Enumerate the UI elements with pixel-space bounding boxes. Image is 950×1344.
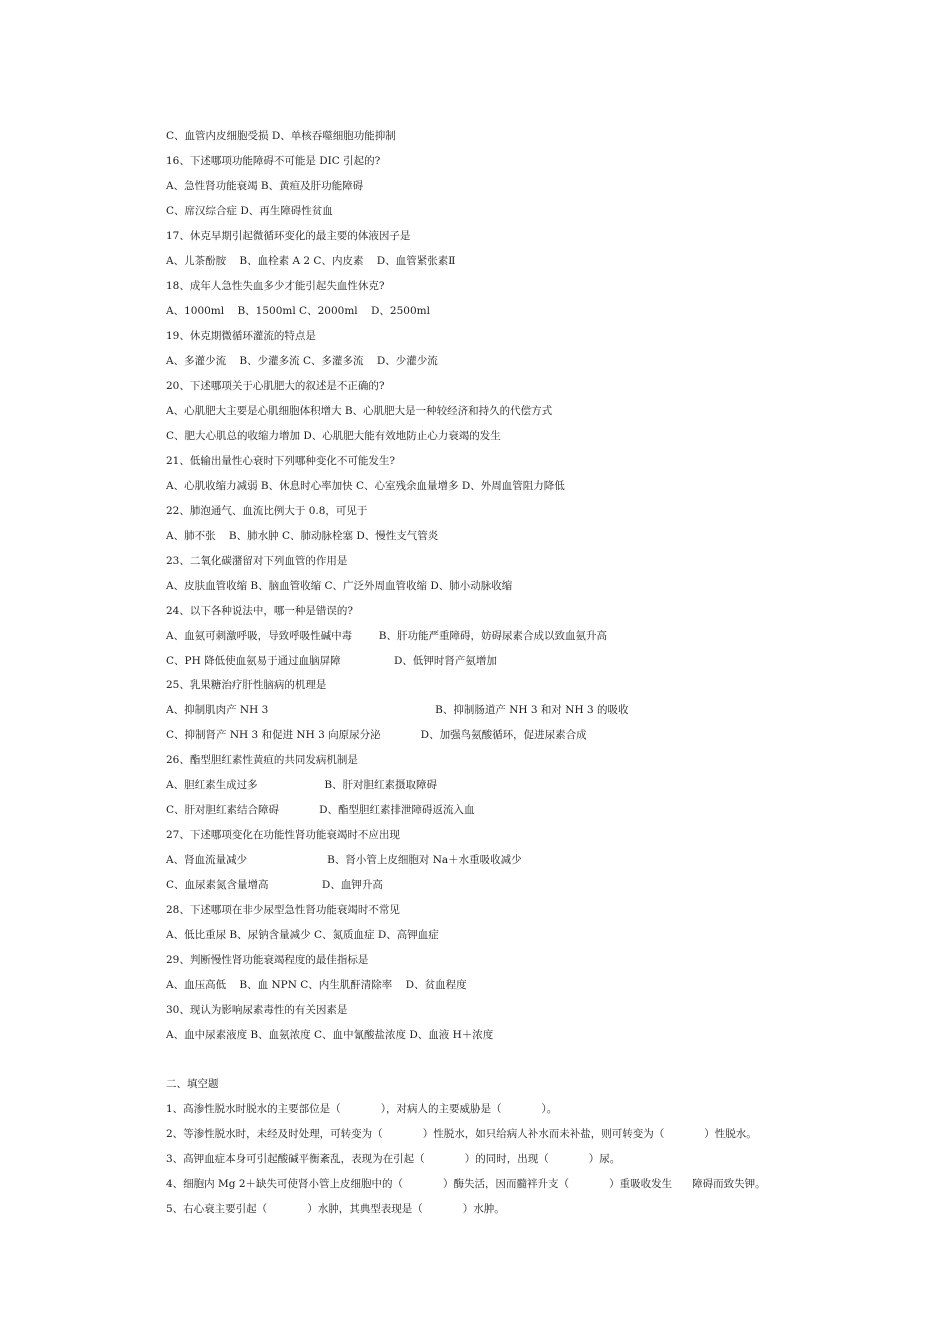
text-line: A、血氨可刺激呼吸，导致呼吸性碱中毒 B、肝功能严重障碍，妨碍尿素合成以致血氨升高: [166, 630, 607, 642]
fill-blank-4: 4、细胞内 Mg 2＋缺失可使肾小管上皮细胞中的（ ）酶失活，因而髓袢升支（ ）重吸收发生 障碍而致失钾。: [166, 1178, 766, 1190]
text-line: C、血尿素氮含量增高 D、血钾升高: [166, 879, 383, 891]
question-20: 20、下述哪项关于心肌肥大的叙述是不正确的?: [166, 380, 385, 392]
question-29: 29、判断慢性肾功能衰竭程度的最佳指标是: [166, 954, 369, 966]
text-line: A、急性肾功能衰竭 B、黄疸及肝功能障碍: [166, 180, 364, 192]
question-17: 17、休克早期引起微循环变化的最主要的体液因子是: [166, 230, 411, 242]
question-25: 25、乳果糖治疗肝性脑病的机理是: [166, 679, 327, 691]
fill-blank-3: 3、高钾血症本身可引起酸碱平衡紊乱，表现为在引起（ ）的同时，出现（ ）尿。: [166, 1153, 621, 1165]
question-23: 23、二氧化碳潴留对下列血管的作用是: [166, 555, 348, 567]
text-line: C、肝对胆红素结合障碍 D、酯型胆红素排泄障碍返流入血: [166, 804, 475, 816]
text-line: A、肺不张 B、肺水肿 C、肺动脉栓塞 D、慢性支气管炎: [166, 530, 439, 542]
text-line: A、血中尿素液度 B、血氨浓度 C、血中氰酸盐浓度 D、血液 H＋浓度: [166, 1029, 494, 1041]
question-19: 19、休克期微循环灌流的特点是: [166, 330, 316, 342]
text-line: A、心肌肥大主要是心肌细胞体积增大 B、心肌肥大是一种较经济和持久的代偿方式: [166, 405, 553, 417]
question-18: 18、成年人急性失血多少才能引起失血性休克?: [166, 280, 385, 292]
question-24: 24、以下各种说法中，哪一种是错误的?: [166, 605, 353, 617]
text-line: A、多灌少流 B、少灌多流 C、多灌多流 D、少灌少流: [166, 355, 438, 367]
question-26: 26、酯型胆红素性黄疸的共同发病机制是: [166, 754, 358, 766]
question-27: 27、下述哪项变化在功能性肾功能衰竭时不应出现: [166, 829, 400, 841]
text-line: C、抑制肾产 NH 3 和促进 NH 3 向原尿分泌 D、加强鸟氨酸循环，促进尿素合成: [166, 729, 587, 741]
text-line: A、抑制肌肉产 NH 3 B、抑制肠道产 NH 3 和对 NH 3 的吸收: [166, 704, 629, 716]
text-line: A、胆红素生成过多 B、肝对胆红素摄取障碍: [166, 779, 438, 791]
question-30: 30、现认为影响尿素毒性的有关因素是: [166, 1004, 348, 1016]
text-line: A、1000ml B、1500ml C、2000ml D、2500ml: [166, 305, 430, 317]
text-line: C、肥大心肌总的收缩力增加 D、心肌肥大能有效地防止心力衰竭的发生: [166, 430, 501, 442]
text-line: C、血管内皮细胞受损 D、单核吞噬细胞功能抑制: [166, 130, 396, 142]
question-16: 16、下述哪项功能障碍不可能是 DIC 引起的?: [166, 155, 381, 167]
text-line: A、心肌收缩力减弱 B、休息时心率加快 C、心室残余血量增多 D、外周血管阻力降低: [166, 480, 565, 492]
fill-blank-2: 2、等渗性脱水时，未经及时处理，可转变为（ ）性脱水，如只给病人补水而未补盐，则可转变为（ ）性脱水。: [166, 1128, 757, 1140]
text-line: A、皮肤血管收缩 B、脑血管收缩 C、广泛外周血管收缩 D、肺小动脉收缩: [166, 580, 513, 592]
section-heading: 二、填空题: [166, 1078, 219, 1090]
text-line: C、PH 降低使血氨易于通过血脑屏障 D、低钾时肾产氨增加: [166, 655, 497, 667]
fill-blank-5: 5、右心衰主要引起（ ）水肿，其典型表现是（ ）水肿。: [166, 1203, 505, 1215]
question-21: 21、低输出量性心衰时下列哪种变化不可能发生?: [166, 455, 395, 467]
text-line: A、低比重尿 B、尿钠含量减少 C、氮质血症 D、高钾血症: [166, 929, 439, 941]
text-line: A、肾血流量减少 B、肾小管上皮细胞对 Na＋水重吸收减少: [166, 854, 522, 866]
text-line: A、儿茶酚胺 B、血栓素 A 2 C、内皮素 D、血管紧张素Ⅱ: [166, 255, 456, 267]
question-28: 28、下述哪项在非少尿型急性肾功能衰竭时不常见: [166, 904, 400, 916]
text-line: C、席汉综合症 D、再生障碍性贫血: [166, 205, 333, 217]
text-line: A、血压高低 B、血 NPN C、内生肌酐清除率 D、贫血程度: [166, 979, 467, 991]
fill-blank-1: 1、高渗性脱水时脱水的主要部位是（ ），对病人的主要威胁是（ ）。: [166, 1103, 558, 1115]
question-22: 22、肺泡通气、血流比例大于 0.8，可见于: [166, 505, 368, 517]
